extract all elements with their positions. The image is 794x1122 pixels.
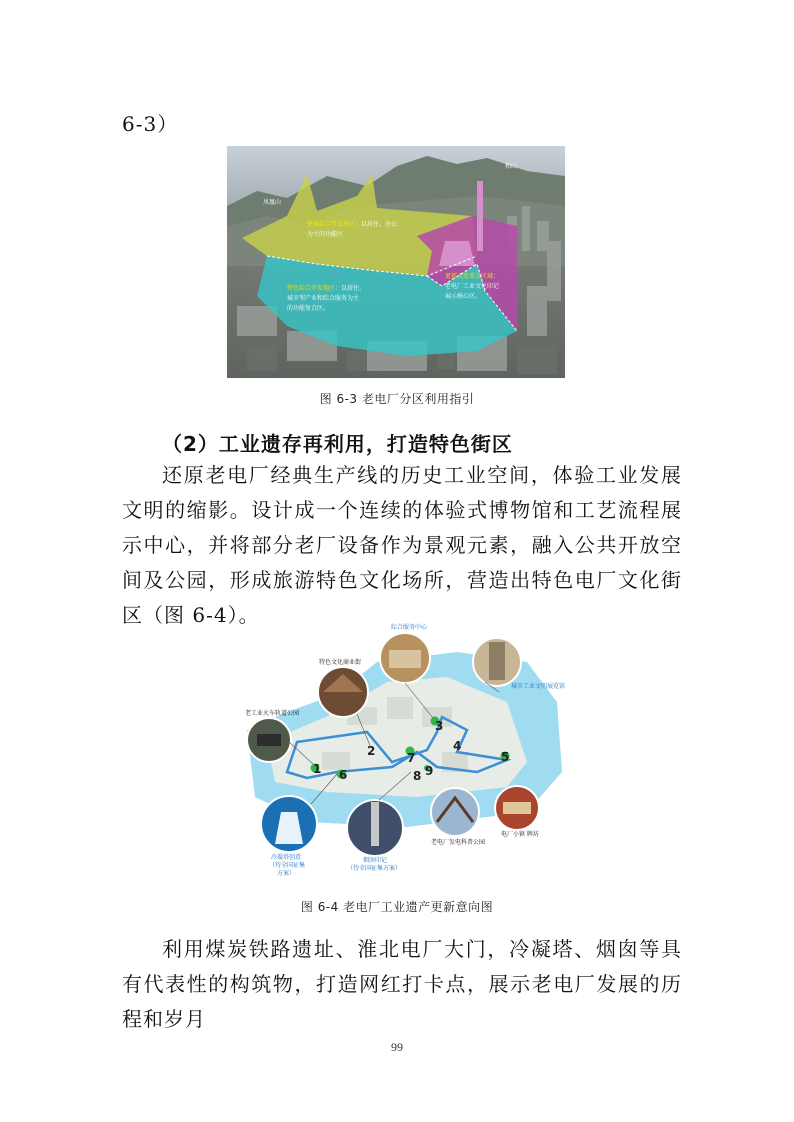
- label-railway-park: 老工业火车轨道公园: [245, 710, 300, 717]
- label-commercial-street: 特色文化商业街: [319, 659, 362, 666]
- zoning-map-image: [227, 146, 565, 378]
- figure-6-4-caption: 图 6-4 老电厂工业遗产更新意向图: [300, 900, 494, 914]
- photo-cooling-tower: [261, 796, 317, 852]
- photo-railway-park: [247, 718, 291, 762]
- svg-text:更新改造重点区域：: [445, 272, 499, 280]
- chimney-shape: [477, 181, 483, 251]
- route-number-4: 4: [453, 739, 462, 753]
- zone-north-desc-1: ：以居住、办公: [355, 221, 398, 228]
- label-science-park: 老电厂发电科普公园: [431, 839, 486, 846]
- zone-middle-title: 特色综合开发地区: [287, 285, 336, 292]
- continuation-text: 6-3）: [122, 112, 179, 136]
- route-number-5: 5: [501, 750, 510, 764]
- label-service-center: 综合服务中心: [391, 624, 428, 631]
- section-heading: （2）工业遗存再利用，打造特色街区: [162, 432, 513, 456]
- page-number: 99: [391, 1040, 403, 1054]
- zone-north-desc-2: 为主的功能区: [307, 231, 344, 238]
- route-number-9: 9: [425, 764, 434, 778]
- photo-industrial-exhibition: [473, 638, 521, 686]
- zone-east-desc-2: 老电厂工业文化印记: [445, 283, 500, 290]
- mountain-left-label: 凤凰山: [263, 199, 282, 206]
- figure-6-4: [227, 622, 571, 876]
- route-number-7: 7: [407, 751, 416, 765]
- zone-east-desc-1: ：: [493, 273, 500, 280]
- cooling-tower-shape: [439, 241, 475, 266]
- label-cooling-tower-1: 冷凝塔创意: [271, 854, 302, 861]
- paragraph-1: 还原老电厂经典生产线的历史工业空间，体验工业发展文明的缩影。设计成一个连续的体验式博物馆和工艺流程展示中心，并将部分老厂设备作为景观元素，融入公共开放空间及公园，形成旅游特色文化场所，营造出特色电厂文化街区（图 6-4）。: [122, 463, 682, 627]
- label-gate: 电厂小镇 牌坊: [501, 831, 539, 838]
- zone-middle-desc-3: 的功能复合区。: [287, 305, 330, 312]
- paragraph-2: 利用煤炭铁路遗址、淮北电厂大门，冷凝塔、烟囱等具有代表性的构筑物，打造网红打卡点，展示老电厂发展的历程和岁月: [122, 937, 682, 1031]
- photo-service-center: [380, 633, 430, 683]
- zone-east-title: 更新改造重点区域: [445, 273, 494, 280]
- photo-gate: [495, 786, 539, 830]
- photo-commercial-street: [318, 667, 368, 717]
- photo-chimney: [347, 800, 403, 856]
- zone-east-desc-3: 展示核心区。: [445, 293, 482, 300]
- svg-text:整体综合开发地区：以居住、办公: [307, 220, 397, 228]
- zone-north-title: 整体综合开发地区: [307, 221, 356, 228]
- zone-middle-desc-1: ：以居住、: [335, 285, 366, 292]
- svg-text:特色综合开发地区：以居住、: [287, 284, 365, 292]
- label-chimney-2: （待全国征集方案）: [347, 865, 402, 872]
- label-chimney-1: 烟囱印记: [363, 857, 388, 864]
- figure-6-3-caption: 图 6-3 老电厂分区利用指引: [319, 392, 475, 406]
- heritage-map-image: [227, 622, 571, 876]
- label-cooling-tower-2: （待全国征集: [269, 862, 306, 869]
- mountain-right-label: 相山: [505, 163, 518, 170]
- label-cooling-tower-3: 方案）: [277, 870, 296, 876]
- label-industrial-exhibition: 城市工业文明展览馆: [511, 683, 566, 690]
- route-number-6: 6: [339, 768, 348, 782]
- route-number-1: 1: [313, 762, 322, 776]
- figure-6-3: [227, 146, 565, 378]
- zone-middle-desc-2: 城市型产业和综合服务为主: [287, 295, 360, 302]
- photo-science-park: [431, 788, 479, 836]
- route-number-2: 2: [367, 744, 376, 758]
- route-number-3: 3: [435, 719, 444, 733]
- route-number-8: 8: [413, 769, 422, 783]
